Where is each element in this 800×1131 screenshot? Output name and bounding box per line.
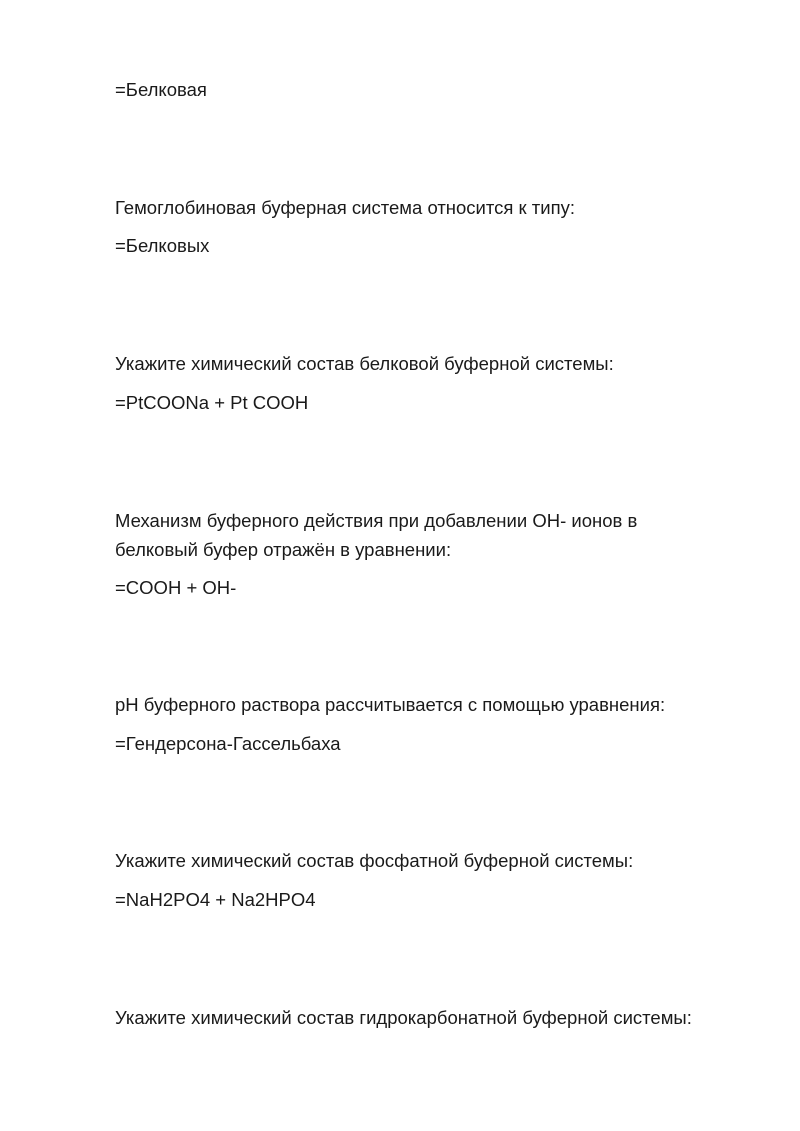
question-text: Гемоглобиновая буферная система относится к типу: — [115, 197, 576, 218]
question-text-line-2: белковый буфер отражён в уравнении: — [115, 539, 452, 560]
answer-text: =COOH + OH- — [115, 577, 237, 598]
question-text: Укажите химический состав белковой буферной системы: — [115, 353, 614, 374]
question-text: Укажите химический состав фосфатной буферной системы: — [115, 850, 634, 871]
answer-text: =Белковая — [115, 79, 207, 100]
question-text: pH буферного раствора рассчитывается с помощью уравнения: — [115, 694, 666, 715]
question-text: Укажите химический состав гидрокарбонатной буферной системы: — [115, 1007, 692, 1028]
answer-text: =NaH2PO4 + Na2HPO4 — [115, 889, 316, 910]
question-text-line-1: Механизм буферного действия при добавлении OH- ионов в — [115, 510, 638, 531]
answer-text: =PtCOONa + Pt COOH — [115, 392, 309, 413]
answer-text: =Белковых — [115, 235, 210, 256]
answer-text: =Гендерсона-Гассельбаха — [115, 733, 341, 754]
